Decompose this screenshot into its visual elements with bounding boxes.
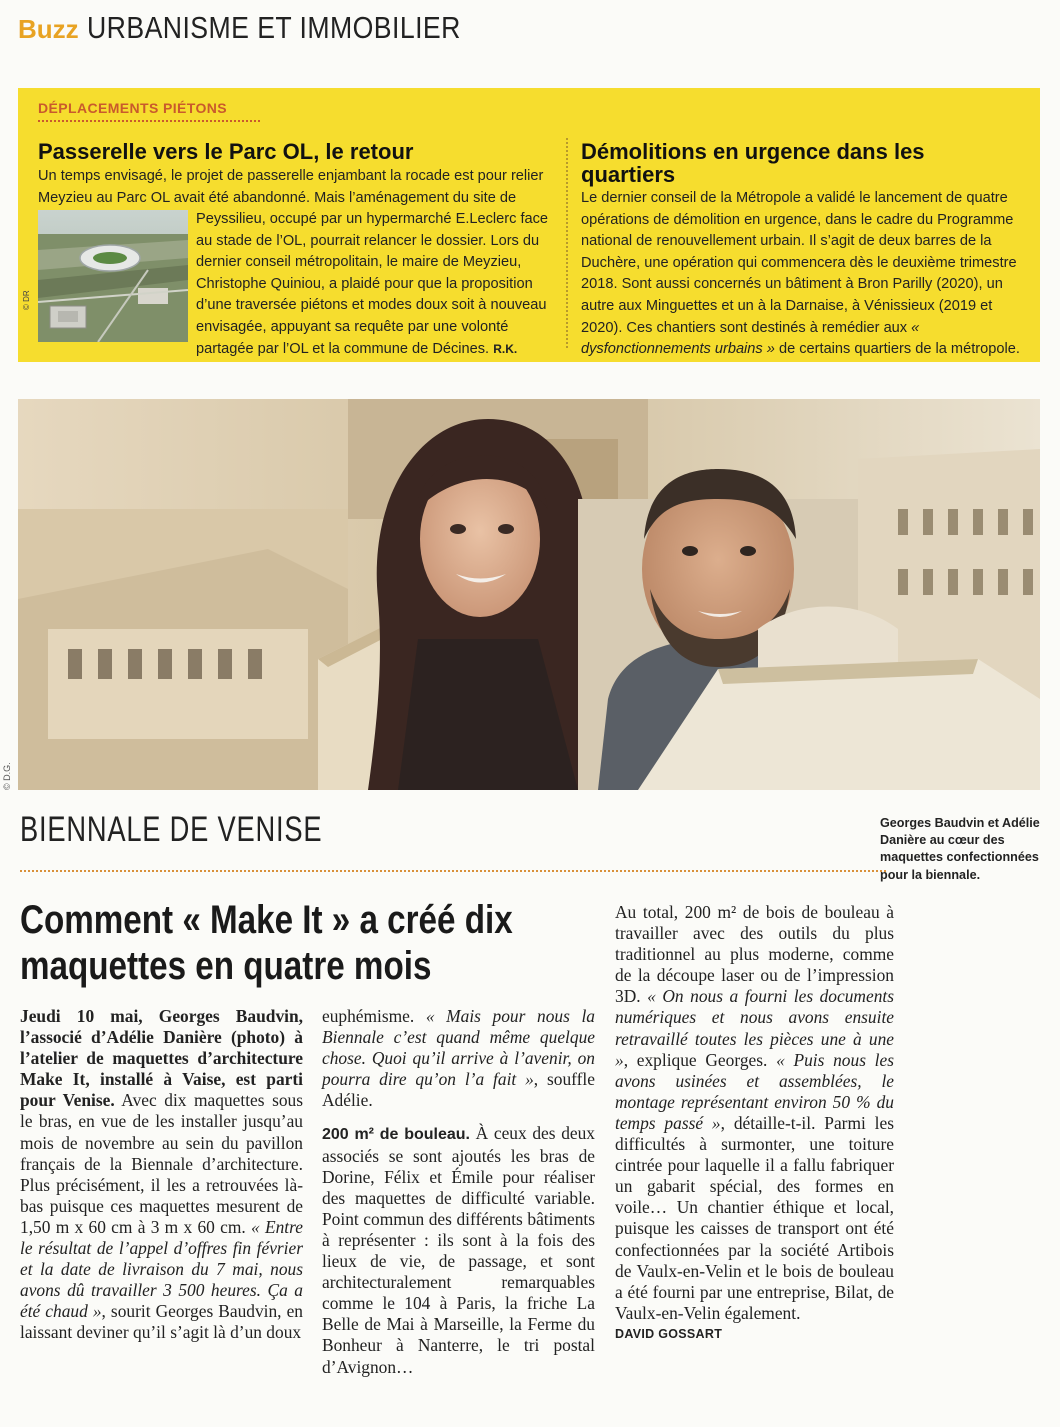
brief-headline-demolitions: Démolitions en urgence dans les quartiers	[581, 139, 925, 187]
page-header	[18, 10, 521, 50]
column-divider	[566, 138, 568, 348]
brief-text-passerelle-main: Peyssilieu, occupé par un hypermarché E.Leclerc face au stade de l’OL, pourrait relancer le dossier. Lors du dernier conseil métropolitain, le maire de Meyzieu, Christophe Quiniou, a plaidé pour que la proposition d’une traversée piétons et modes doux soit à nouveau envisagée, appuyant sa requête par une volonté partagée par l’OL et la commune de Décines.	[196, 211, 549, 357]
portrait-photo	[18, 399, 1040, 790]
stadium-image	[38, 210, 188, 342]
article-subheading: 200 m² de bouleau.	[322, 1126, 470, 1144]
brief-text-demolitions	[581, 188, 1021, 361]
brief-text-demolitions-main: Le dernier conseil de la Métropole a validé le lancement de quatre opérations de démolition en urgence, dans le cadre du Programme national de renouvellement urbain. Il s’agit de deux barres de la Duchère, une opération qui commencera dès le deuxième trimestre 2018. Sont aussi concernés un bâtiment à Bron Parilly (2020), un autre aux Minguettes et un à la Darnaise, à Vénissieux (2019 et 2020). Ces chantiers sont destinés à remédier aux	[581, 190, 1017, 336]
kicker-label: DÉPLACEMENTS PIÉTONS	[38, 100, 227, 116]
section-title: URBANISME ET IMMOBILIER	[86, 10, 461, 45]
article-lead: Jeudi 10 mai, Georges Baudvin, l’associé d’Adélie Danière (photo) à l’atelier de maquettes d’architecture Make It, installé à Vaise, est parti pour Venise.	[20, 1006, 303, 1111]
brief-text-demolitions-quote: « dysfonctionnements urbains »	[581, 319, 920, 358]
article-column-3	[615, 902, 894, 1345]
col1-text-end: , sourit Georges Baudvin, en laissant deviner qu’il s’agit là d’un doux	[20, 1301, 303, 1343]
stadium-aerial-photo	[38, 210, 188, 342]
col3-text-mid: , explique Georges.	[623, 1049, 768, 1070]
news-brief-box	[18, 88, 1040, 362]
brief-text-passerelle-intro: Un temps envisagé, le projet de passerelle enjambant la rocade est pour relier Meyzieu au Parc OL avait été abandonné. Mais l’aménagement du site de	[38, 168, 544, 206]
col1-text: Avec dix maquettes sous le bras, en vue de les installer jusqu’au mois de novembre au sein du pavillon français de la Biennale d’architecture. Plus précisément, il les a retrouvées là-bas puisque ces maquettes mesurent de 1,50 m x 60 cm à 3 m x 60 cm.	[20, 1090, 303, 1237]
paragraph-spacer	[322, 1111, 595, 1123]
heading-divider	[20, 870, 886, 872]
brief-headline-passerelle: Passerelle vers le Parc OL, le retour	[38, 139, 414, 164]
col1-quote: « Entre le résultat de l’appel d’offres fin février et la date de livraison du 7 mai, nous avons dû travailler 3 500 heures. Ça a été chaud »	[20, 1216, 303, 1322]
section-heading: BIENNALE DE VENISE	[20, 810, 323, 849]
brief-text-passerelle-body	[196, 209, 556, 360]
workshop-portrait-image	[18, 399, 1040, 790]
col3-text: Au total, 200 m² de bois de bouleau à travailler avec des outils du plus traditionnel au plus moderne, comme de la découpe laser ou de l’impression 3D.	[615, 902, 894, 1007]
kicker-divider	[38, 120, 260, 122]
article-title: Comment « Make It » a créé dix maquettes en quatre mois	[20, 898, 513, 988]
photo-caption: Georges Baudvin et Adélie Danière au cœur des maquettes confectionnées pour la biennale.	[880, 816, 1040, 882]
col2-quote: « Mais pour nous la Biennale c’est quand même quelque chose. Quoi qu’il arrive à l’avenir, on pourra dire qu’on l’a fait »	[322, 1006, 595, 1090]
article-column-2	[322, 1006, 595, 1378]
article-byline: DAVID GOSSART	[615, 1326, 723, 1341]
col2-text: euphémisme.	[322, 1006, 415, 1026]
brand-label: Buzz	[18, 14, 79, 44]
col2-text-end: , souffle Adélie.	[322, 1069, 595, 1111]
col3-quote-2: « Puis nous les avons usinées et assemblées, le montage représentant environ 50 % du temps passé »	[615, 1049, 894, 1133]
col2-text-body: À ceux des deux associés se sont ajoutés les bras de Dorine, Félix et Émile pour réaliser des maquettes de difficulté variable. Point commun des différents bâtiments à représenter : ils sont à la fois des lieux de vie, de passage, et sont architecturalement remarquables comme le 104 à Paris, la friche La Belle de Mai à Marseille, la Ferme du Bonheur à Nanterre, le tri postal d’Avignon…	[322, 1123, 596, 1377]
photo-credit-dg: © D.G.	[2, 762, 12, 790]
col3-text-end: , détaille-t-il. Parmi les difficultés à surmonter, une toiture cintrée pour laquelle il a fallu fabriquer un gabarit spécial, des formes en voile… Un chantier éthique et local, puisque les caisses de transport ont été confectionnées par la société Artibois de Vaulx-en-Velin et le bois de bouleau a été fourni par une entreprise, Bilat, de Vaulx-en-Velin également.	[615, 1112, 894, 1323]
brief-text-demolitions-end: de certains quartiers de la métropole.	[778, 341, 1020, 358]
author-initials: R.K.	[493, 341, 518, 356]
article-column-1	[20, 1006, 303, 1344]
col3-quote: « On nous a fourni les documents numériques et nous avons ensuite retravaillé toutes les pièces une à une »	[615, 986, 894, 1070]
photo-credit-dr: © DR	[22, 290, 31, 310]
